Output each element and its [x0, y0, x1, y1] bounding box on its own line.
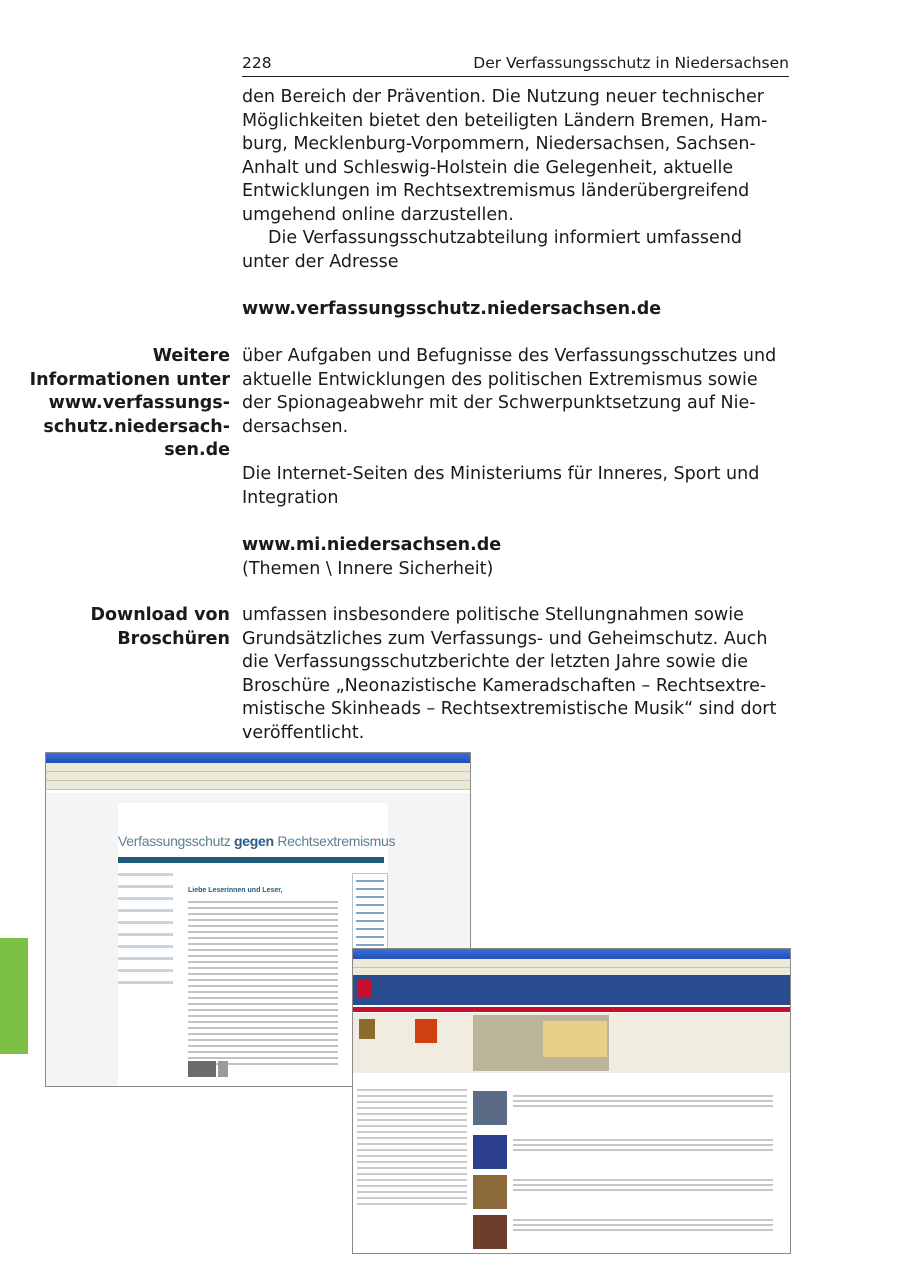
margin-note-download	[90, 604, 230, 651]
page-number: 228	[242, 54, 272, 72]
site-headline: Liebe Leserinnen und Leser,	[188, 887, 283, 894]
margin-note-line: Download von	[90, 605, 230, 625]
margin-note-line: Informationen unter	[29, 369, 230, 390]
mi-navigation-bar	[353, 1007, 790, 1012]
text-line: Grundsätzliches zum Verfassungs- und Geheimschutz. Auch	[242, 628, 768, 649]
screenshot-mi-website	[352, 948, 791, 1254]
text-line: über Aufgaben und Befugnisse des Verfassungsschutzes und	[242, 346, 777, 366]
url-mi-note: (Themen \ Innere Sicherheit)	[242, 558, 494, 579]
news-item-text	[513, 1219, 773, 1234]
text-line: den Bereich der Prävention. Die Nutzung neuer technischer	[242, 87, 764, 107]
browser-title-bar	[353, 949, 790, 959]
browser-address-bar	[46, 772, 470, 781]
margin-note-line: Broschüren	[117, 628, 230, 649]
margin-note-weitere-informationen	[30, 345, 230, 463]
text-line: Möglichkeiten bietet den beteiligten Ländern Bremen, Ham-	[242, 110, 768, 131]
news-image	[473, 1135, 507, 1169]
text-line: aktuelle Entwicklungen des politischen Extremismus sowie	[242, 369, 758, 390]
text-line: umgehend online darzustellen.	[242, 204, 514, 225]
text-line: mistische Skinheads – Rechtsextremistische Musik“ sind dort	[242, 699, 777, 719]
news-image	[473, 1215, 507, 1249]
text-line: Entwicklungen im Rechtsextremismus länderübergreifend	[242, 181, 750, 201]
text-line: unter der Adresse	[242, 251, 399, 272]
news-image	[473, 1091, 507, 1125]
page-header	[242, 52, 789, 77]
browser-toolbar	[353, 959, 790, 968]
chapter-tab	[0, 938, 28, 1054]
text-line: Die Verfassungsschutzabteilung informiert umfassend	[268, 228, 743, 248]
site-title: Verfassungsschutz gegen Rechtsextremismus	[118, 833, 396, 849]
margin-note-line: www.verfassungs-	[48, 393, 230, 413]
site-body-text	[188, 901, 338, 1069]
news-item-text	[513, 1095, 773, 1110]
text-line: Integration	[242, 487, 339, 508]
ministry-banner-box	[543, 1021, 607, 1057]
text-line: dersachsen.	[242, 416, 349, 437]
running-title: Der Verfassungsschutz in Niedersachsen	[473, 54, 789, 72]
site-sidebar	[118, 873, 180, 993]
news-item-text	[513, 1139, 773, 1154]
saxon-horse-emblem	[415, 1019, 437, 1043]
browser-toolbar	[46, 763, 470, 772]
text-line: die Verfassungsschutzberichte der letzten Jahre sowie die	[242, 652, 748, 672]
paragraph-prevention	[242, 86, 792, 274]
paragraph-aufgaben	[242, 345, 792, 439]
text-line: Die Internet-Seiten des Ministeriums für Inneres, Sport und	[242, 464, 760, 484]
text-line: umfassen insbesondere politische Stellungnahmen sowie	[242, 605, 744, 625]
text-line: Anhalt und Schleswig-Holstein die Gelegenheit, aktuelle	[242, 157, 734, 178]
lower-saxony-logo	[357, 979, 371, 997]
text-line: veröffentlicht.	[242, 722, 365, 743]
url-verfassungsschutz: www.verfassungsschutz.niedersachsen.de	[242, 299, 662, 319]
news-item-text	[513, 1179, 773, 1194]
coat-of-arms-image	[359, 1019, 375, 1039]
browser-title-bar	[46, 753, 470, 763]
paragraph-umfassen	[242, 604, 792, 745]
site-thumbnail	[188, 1061, 216, 1077]
margin-note-line: sen.de	[164, 440, 230, 460]
mi-left-column-text	[357, 1089, 467, 1209]
website-content	[118, 803, 396, 1086]
text-line: Broschüre „Neonazistische Kameradschaften – Rechtsextre-	[242, 675, 767, 696]
text-line: der Spionageabwehr mit der Schwerpunktsetzung auf Nie-	[242, 393, 756, 413]
browser-tab-bar	[46, 781, 470, 790]
site-navigation-bar	[118, 857, 384, 863]
mi-header	[353, 975, 790, 1005]
margin-note-line: schutz.niedersach-	[43, 416, 230, 437]
url-block-mi	[242, 534, 792, 581]
paragraph-internet-seiten	[242, 463, 792, 510]
url-mi-niedersachsen: www.mi.niedersachsen.de	[242, 535, 502, 555]
margin-note-line: Weitere	[152, 346, 230, 366]
text-line: burg, Mecklenburg-Vorpommern, Niedersachsen, Sachsen-	[242, 134, 756, 154]
site-thumbnail	[218, 1061, 228, 1077]
news-image	[473, 1175, 507, 1209]
